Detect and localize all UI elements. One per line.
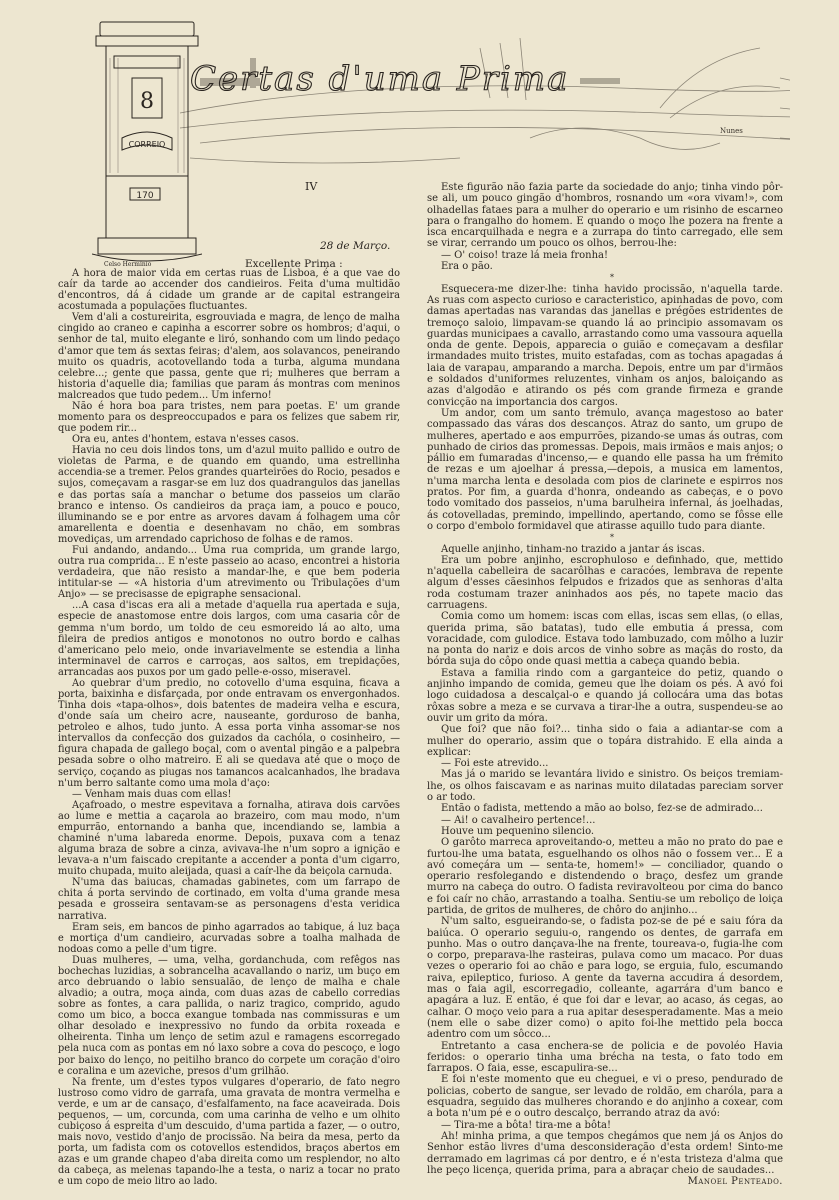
- article-paragraph: — Foi este atrevido...: [441, 758, 549, 770]
- letter-number: IV: [305, 180, 318, 193]
- article-paragraph: — Tira-me a bôta! tira-me a bôta!: [441, 1119, 611, 1131]
- article-paragraph: Mas já o marido se levantára livido e sinistro. Os beiços tremiam-lhe, os olhos faiscavam e as narinas muito dilatadas pareciam sorver o ar todo.: [427, 769, 783, 804]
- artist-signature-left: Celso Hermínio: [104, 261, 152, 268]
- article-paragraph: Vem d'ali a costureirita, esgrouviada e magra, de lenço de malha cingido ao craneo e capinha a escorrer sobre os hombros; d'aqui, o senhor de tal, muito elegante e liró, sonhando com um lindo pedaço d'amor que tem ás sextas feiras; d'alem, aos solavancos, peneirando muito os quadris, acotovellando toda a turba, alguma mundana celebre...; gente que passa, gente que ri; mulheres que berram a historia d'aquelle dia; familias que param ás montras com meninos malcreados que tudo pedem... Um inferno!: [58, 312, 400, 401]
- article-paragraph: Não é hora boa para tristes, nem para poetas. E' um grande momento para os despreoccupados e para os felizes que sabem rir, que podem rir...: [58, 400, 400, 435]
- article-paragraph: Era um pobre anjinho, escrophuloso e definhado, que, mettido n'aquella cabelleira de sacarôlhas e caracóes, lembrava de repente algum d'esses cãesinhos felpudos e frizados que as senhoras d'alta roda costumam trazer aninhados aos pés, no tapete macio das carruagens.: [427, 554, 783, 611]
- letter-greeting: Excellente Prima :: [245, 258, 343, 270]
- article-paragraph: Duas mulheres, — uma, velha, gordanchuda, com refêgos nas bochechas luzidias, a sobrancelha acavallando o nariz, um buço em arco debruando o labio sensualão, de lenço de malha e chale alvadio; a outra, moça ainda, com duas azas de cabello corredias sobre as fontes, a cara pallida, o nariz tragico, comprido, agudo como um bico, a bocca exangue tombada nas commissuras e um olhar desolado e inexpressivo no fundo da orbita roxeada e olheirenta. Tinha um lenço de setim azul e ramagens escorregado pela nuca com as pontas em nó laxo sobre a cova do pescoço, e logo por baixo do lenço, no peitilho branco do corpete um coração d'oiro e coralina e um azeviche, presos d'um grilhão.: [58, 954, 400, 1077]
- article-paragraph: — O' coiso! traze lá meia fronha!: [441, 249, 609, 261]
- article-paragraph: Um andor, com um santo trémulo, avança magestoso ao bater compassado das váras dos descanços. Atraz do santo, um grupo de mulheres, apertado e aos empurrões, pizando-se umas ás outras, com punhado de cirios das promessas. Depois, mais irmãos e mais anjos; o pállio em fumaradas d'incenso,— e quando elle passa ha um frémito de rezas e um ajoelhar á pressa,—depois, a musica em lamentos, n'uma marcha lenta e desolada com pios de clarinete e espirros nos pratos. Por fim, a guarda d'honra, ondeando as cabeças, e o povo todo vomitado dos passeios, n'uma barulheira infernal, ás joelhadas, ás cotovelladas, premindo, impellindo, apertando, como se fôsse elle o corpo d'embolo formidavel que atirasse aquillo tudo para diante.: [427, 407, 783, 532]
- mailbox-number: 170: [136, 191, 154, 201]
- article-paragraph: Entretanto a casa enchera-se de policia e de povoléo Havia feridos: o operario tinha uma brécha na testa, o fato todo em farrapos. O faia, esse, escapulira-se...: [427, 1040, 783, 1075]
- article-paragraph: Este figurão não fazia parte da sociedade do anjo; tinha vindo pôr-se ali, um pouco gingão d'hombros, rosnando um «ora vivam!», com olhadellas fataes para a mulher do operario e um risinho de escarneo para o frangalho do homem. E quando o moço lhe pozera na frente a isca encarquilhada e negra e a zurrapa do tinto carregado, elle sem se virar, cerrando um pouco os olhos, berrou-lhe:: [427, 182, 783, 250]
- article-paragraph: A hora de maior vida em certas ruas de Lisboa, é a que vae do caír da tarde ao accender dos candieiros. Feita d'uma multidão d'encontros, dá á cidade um grande ar de capital estrangeira acostumada a populações fluctuantes.: [58, 268, 400, 313]
- article-paragraph: — Ai! o cavalheiro pertence!...: [441, 814, 596, 826]
- article-paragraph: Ora eu, antes d'hontem, estava n'esses casos.: [72, 434, 300, 446]
- article-paragraph: Havia no ceu dois lindos tons, um d'azul muito pallido e outro de violetas de Parma, e de quando em quando, uma estrellinha accendia-se a tremer. Pelos grandes quarteirões do Rocio, pesados e sujos, começavam a rasgar-se em luz dos quadrangulos das janellas e das portas saía a manchar o betume dos passeios um clarão branco e intenso. Os candieiros da praça iam, a pouco e pouco, illuminando se e por entre as arvores davam á folhagem uma côr amarellenta e doentia e desenhavam no chão, em sombras movediças, um arrendado caprichoso de folhas e de ramos.: [58, 445, 400, 545]
- artist-signature-right: Nunes: [720, 127, 743, 135]
- header-title: Certas d'uma Prima: [190, 59, 570, 99]
- article-paragraph: Então o fadista, mettendo a mão ao bolso, fez-se de admirado...: [441, 803, 763, 815]
- article-paragraph: Estava a familia rindo com a garganteice do petiz, quando o anjinho impando de comida, gemeu que lhe doiam os pés. A avó foi logo cuidadosa a descalçal-o e quando já collocára uma das botas rôxas sobre a meza e se curvava a tirar-lhe a outra, suspendeu-se ao ouvir um grito da móra.: [427, 667, 783, 724]
- article-paragraph: N'uma das baiucas, chamadas gabinetes, com um farrapo de chita á porta servindo de cortinado, em volta d'uma grande mesa pesada e grosseira sentavam-se as personagens d'esta veridica narrativa.: [58, 877, 400, 922]
- article-paragraph: Esquecera-me dizer-lhe: tinha havido procissão, n'aquella tarde. As ruas com aspecto curioso e caracteristico, apinhadas de povo, com damas apertadas nas varandas das janellas e prégões estridentes de tremoço saloio, limpavam-se quando lá ao principio assomavam os guardas municipaes a cavallo, arrastando como uma vassoura aquella onda de gente. Depois, apparecia o guião e começavam a desfilar irmandades muito tristes, muito estafadas, com as tochas apagadas á laia de varapau, amparando a marcha. Depois, entre um par d'irmãos e soldados d'uniformes reluzentes, vinham os anjos, baloiçando as azas d'algodão e atirando os pés com grande firmeza e grande convicção na importancia dos cargos.: [427, 283, 783, 408]
- author-signature: Manoel Penteado.: [687, 1176, 783, 1188]
- article-paragraph: Era o pão.: [441, 261, 493, 273]
- article-paragraph: O garôto marreca aproveitando-o, metteu a mão no prato do pae e furtou-lhe uma batata, esguelhando os olhos não o fossem ver... E a avó começára um — senta-te, homem!» — conciliador, quando o operario resfolegando e distendendo o braço, desfez um grande murro na cabeça do outro. O fadista reviravolteou por cima do banco e foi caír no chão, arrastando a toalha. Sentiu-se um reboliço de loiça partida, de gritos de mulheres, de chôro do anjinho...: [427, 837, 783, 916]
- article-paragraph: Comia como um homem: iscas com ellas, iscas sem ellas, (o ellas, querida prima, são batatas), tudo elle embutia á pressa, com voracidade, com gulodice. Estava todo lambuzado, com môlho a luzir na ponta do nariz e dois arcos de vinho sobre as maçãs do rosto, da bórda suja do côpo onde quasi mettia a cabeça quando bebia.: [427, 611, 783, 668]
- article-paragraph: ...A casa d'iscas era ali a metade d'aquella rua apertada e suja, especie de anastomose entre dois largos, com uma casaria côr de gemma n'um bordo, um toldo de ceu esmoreido lá ao alto, uma fileira de predios antigos e monotonos no outro bordo e calhas d'americano pelo meio, onde invariavelmente se estendia a linha interminavel de carros e carroças, aos saltos, em trepidações, arrancadas aos puxos por um gado pelle-e-osso, miseravel.: [58, 600, 400, 678]
- article-paragraph: Ao quebrar d'um predio, no cotovello d'uma esquina, ficava a porta, baixinha e disfarçada, por onde entravam os envergonhados. Tinha dois «tapa-olhos», dois batentes de madeira velha e escura, d'onde saía um cheiro acre, nauseante, gorduroso de banha, petroleo e alhos, tudo junto. A essa porta vinha assomar-se nos intervallos da confecção dos guizados da cachóla, o cosinheiro, — figura chapada de gallego boçal, com o avental pingão e a palpebra pesada sobre o olho matreiro. E ali se quedava até que o moço de serviço, coçando as piugas nos tamancos acalcanhados, lhe bradava n'um berro saltante como uma mola d'aço:: [58, 677, 400, 789]
- mailbox-digit: 8: [140, 89, 154, 114]
- article-paragraph: Açafroado, o mestre espevitava a fornalha, atirava dois carvões ao lume e mettia a caçarola ao brazeiro, com mau modo, n'um empurrão, entornando a banha que, incendiando se, lambia a chaminé n'uma labareda enorme. Depois, puxava com a tenaz alguma braza de sobre a cinza, avivava-lhe n'um sopro a ignição e levava-a n'um faiscado crepitante a accender a ponta d'um cigarro, muito chupada, muito aleijada, quasi a caír-lhe da beiçola carnuda.: [58, 799, 400, 878]
- article-paragraph: Na frente, um d'estes typos vulgares d'operario, de fato negro lustroso como vidro de garrafa, uma gravata de montra vermelha e verde, e um ar de cansaço, d'esfalfamento, na face acaveirada. Dois pequenos, — um, corcunda, com uma carinha de velho e um olhito cubiçoso á espreita d'um descuido, d'uma partida a fazer, — o outro, mais novo, vestido d'anjo de procissão. Na beira da mesa, perto da porta, um fadista com os cotovellos estendidos, braços abertos em azas e um grande chapeo d'aba direita como um resplendor, no alto da cabeça, as melenas tapando-lhe a testa, o nariz a tocar no prato e um copo de meio litro ao lado.: [58, 1076, 400, 1188]
- article-paragraph: Fui andando, andando... Uma rua comprida, um grande largo, outra rua comprida... E n'este passeio ao acaso, encontrei a historia verdadeira, que não resisto a mandar-lhe, e que bem poderia intitular-se — «A historia d'um atrevimento ou Tribulações d'um Anjo» — se precisasse de epigraphe sensacional.: [58, 544, 400, 601]
- article-paragraph: — Venham mais duas com ellas!: [72, 788, 232, 800]
- letter-date: 28 de Março.: [320, 240, 391, 252]
- section-separator: *: [610, 273, 614, 283]
- section-separator: *: [610, 533, 614, 543]
- left-column: [58, 268, 400, 1187]
- article-paragraph: N'um salto, esgueirando-se, o fadista poz-se de pé e saiu fóra da baiúca. O operario seguiu-o, rangendo os dentes, de garrafa em punho. Mas o outro dançava-lhe na frente, toureava-o, fugia-lhe com o corpo, preparava-lhe rasteiras, pulava como um macaco. Por duas vezes o operario foi ao chão e para logo, se erguia, fulo, escumando raiva, epileptico, furioso. A gente da taverna accudira á desordem, mas o faia agil, escorregadio, colleante, agarrára d'um banco e apagára a luz. E então, é que foi dar e levar, ao acaso, ás cegas, ao calhar. O moço veio para a rua apitar desesperadamente. Mas a meio (nem elle o sabe dizer como) o apito foi-lhe mettido pela bocca adentro com um sôcco...: [427, 916, 783, 1041]
- right-column: [427, 182, 783, 1187]
- article-paragraph: Houve um pequenino silencio.: [441, 825, 595, 837]
- mailbox-illustration: [92, 18, 202, 268]
- article-paragraph: Ah! minha prima, a que tempos chegámos que nem já os Anjos do Senhor estão livres d'uma desconsideração d'esta ordem! Sinto-me derramado em lagrimas cá por dentro, e é n'esta tristeza d'alma que lhe peço licença, querida prima, para a abraçar cheio de saudades...: [427, 1130, 783, 1176]
- mailbox-plate: CORREIO: [128, 140, 166, 149]
- article-paragraph: E foi n'este momento que eu cheguei, e vi o preso, pendurado de policias, coberto de sangue, ser levado de roldão, em charóla, para a esquadra, seguido das mulheres chorando e do anjinho a coxear, com a bota n'um pé e o outro descalço, berrando atraz da avó:: [427, 1074, 783, 1120]
- article-paragraph: Eram seis, em bancos de pinho agarrados ao tabique, á luz baça e mortiça d'um candieiro, acurvadas sobre a toalha malhada de nodoas como a pelle d'um tigre.: [58, 921, 400, 955]
- article-paragraph: Que foi? que não foi?... tinha sido o faia a adiantar-se com a mulher do operario, assim que o topára distrahido. E ella ainda a explicar:: [427, 724, 783, 758]
- article-paragraph: Aquelle anjinho, tinham-no trazido a jantar ás iscas.: [441, 543, 705, 555]
